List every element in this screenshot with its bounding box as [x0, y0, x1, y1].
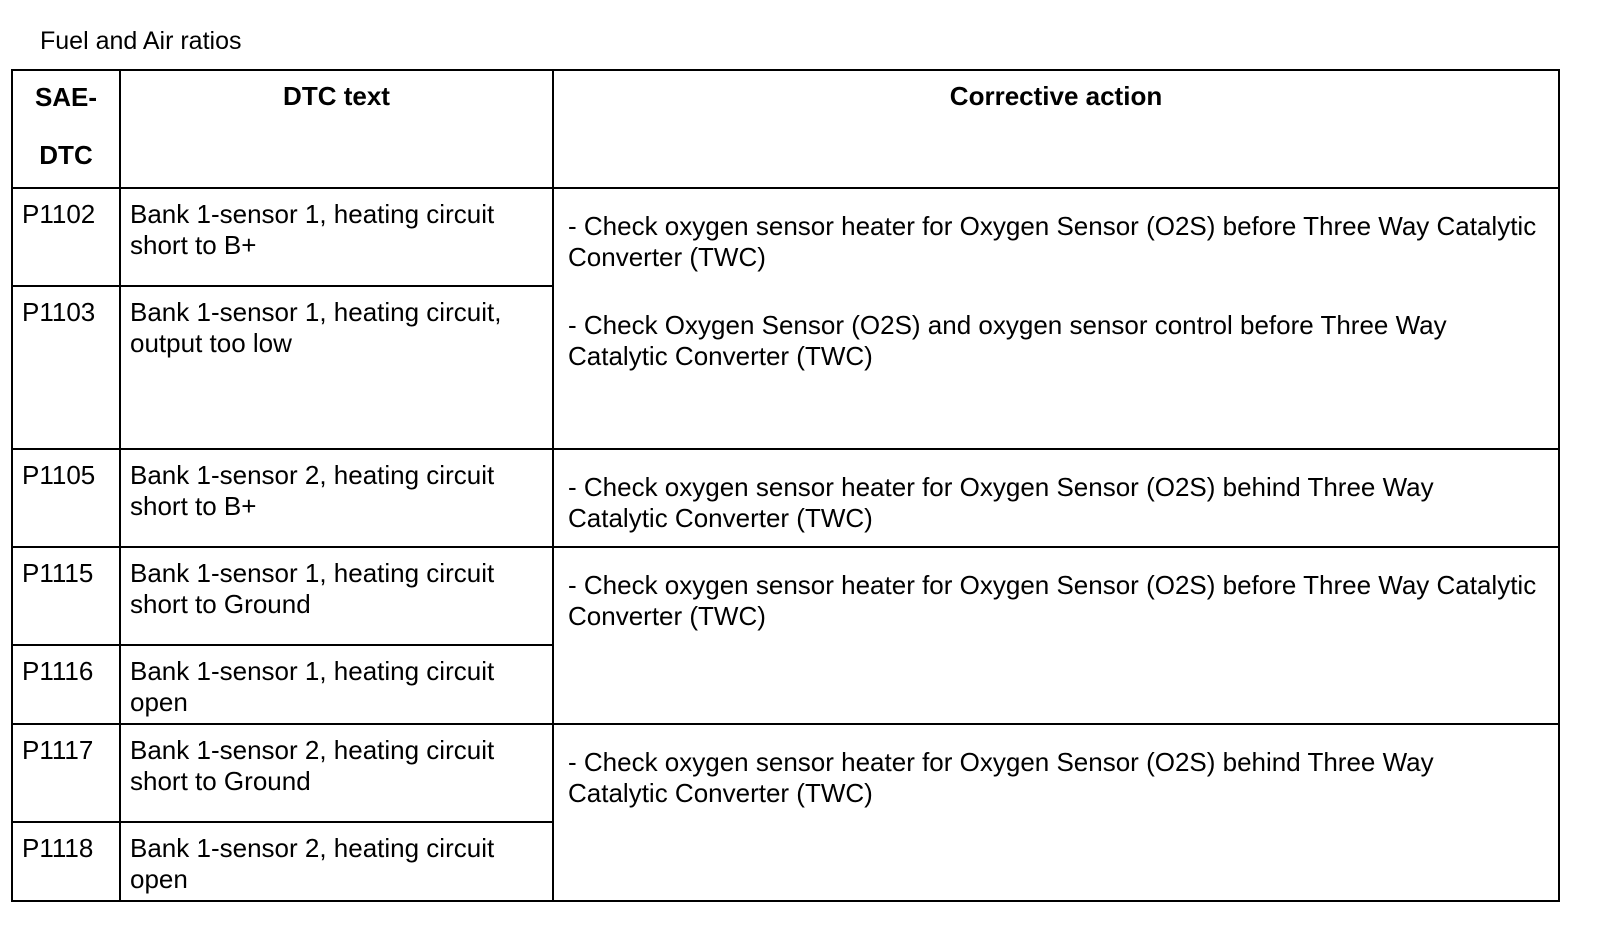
table-row — [12, 547, 1559, 645]
dtc-table — [11, 69, 1560, 902]
dtc-text: Bank 1-sensor 1, heating circuit, output too low — [120, 286, 553, 449]
corrective-action — [553, 449, 1559, 547]
header-dtc-text-label: DTC text — [283, 81, 390, 111]
dtc-code: P1116 — [12, 645, 120, 724]
corrective-action-paragraph: - Check oxygen sensor heater for Oxygen Sensor (O2S) behind Three Way Catalytic Converter (TWC) — [568, 747, 1434, 808]
table-row — [12, 449, 1559, 547]
dtc-code: P1102 — [12, 188, 120, 286]
header-sae-dtc — [12, 70, 120, 188]
header-corrective-action-label: Corrective action — [949, 81, 1163, 111]
dtc-code: P1115 — [12, 547, 120, 645]
dtc-code: P1117 — [12, 724, 120, 822]
corrective-action-paragraph: - Check oxygen sensor heater for Oxygen Sensor (O2S) behind Three Way Catalytic Converter (TWC) — [568, 472, 1434, 533]
corrective-action-paragraph: - Check oxygen sensor heater for Oxygen Sensor (O2S) before Three Way Catalytic Converter (TWC) — [568, 211, 1537, 272]
table-row — [12, 188, 1559, 286]
dtc-code: P1118 — [12, 822, 120, 901]
dtc-text: Bank 1-sensor 1, heating circuit short to B+ — [120, 188, 553, 286]
dtc-code: P1103 — [12, 286, 120, 449]
header-sae-dtc-line2: DTC — [39, 140, 93, 170]
header-corrective-action — [553, 70, 1559, 188]
dtc-code: P1105 — [12, 449, 120, 547]
dtc-text: Bank 1-sensor 2, heating circuit short to Ground — [120, 724, 553, 822]
dtc-text: Bank 1-sensor 1, heating circuit open — [120, 645, 553, 724]
section-title: Fuel and Air ratios — [40, 27, 242, 55]
table-header-row — [12, 70, 1559, 188]
dtc-text: Bank 1-sensor 2, heating circuit open — [120, 822, 553, 901]
dtc-text: Bank 1-sensor 1, heating circuit short to Ground — [120, 547, 553, 645]
table-row — [12, 724, 1559, 822]
corrective-action — [553, 547, 1559, 724]
header-dtc-text — [120, 70, 553, 188]
header-sae-dtc-line1: SAE- — [34, 82, 98, 112]
dtc-text: Bank 1-sensor 2, heating circuit short to B+ — [120, 449, 553, 547]
corrective-action — [553, 188, 1559, 449]
corrective-action-paragraph: - Check oxygen sensor heater for Oxygen Sensor (O2S) before Three Way Catalytic Converter (TWC) — [568, 570, 1537, 631]
corrective-action-paragraph: - Check Oxygen Sensor (O2S) and oxygen sensor control before Three Way Catalytic Converter (TWC) — [568, 310, 1447, 371]
corrective-action — [553, 724, 1559, 901]
